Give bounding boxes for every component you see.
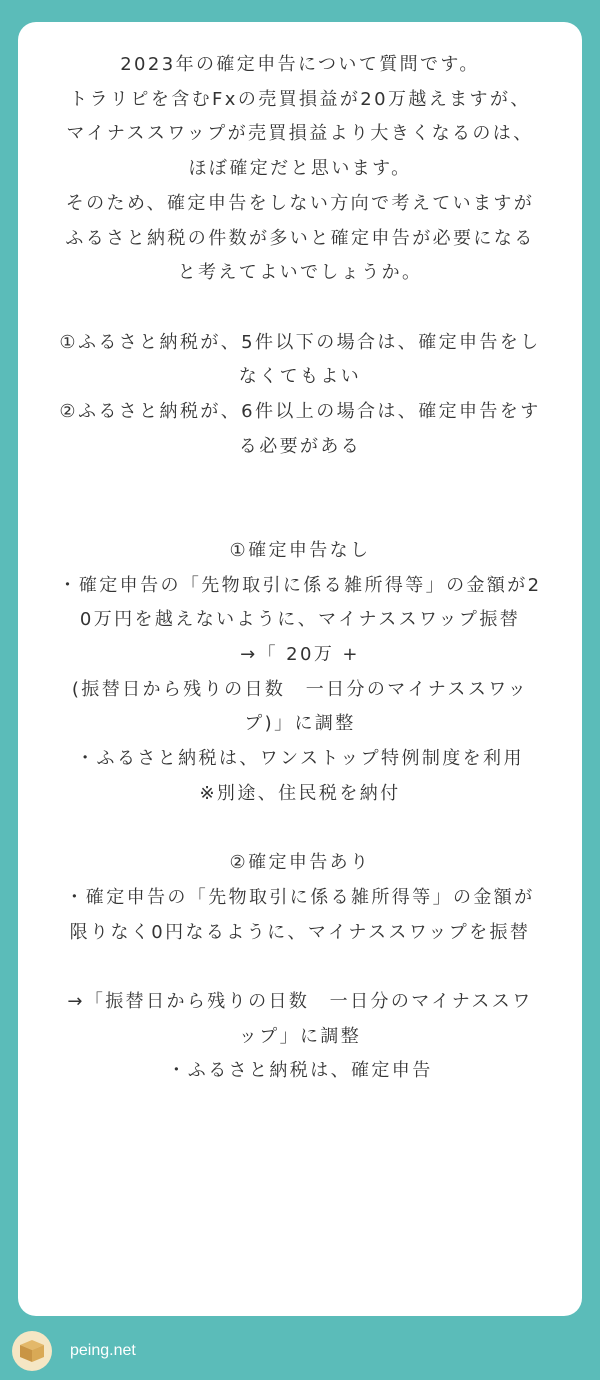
footer bbox=[12, 1330, 136, 1372]
question-card bbox=[18, 22, 582, 1316]
question-text: 2023年の確定申告について質問です。 トラリピを含むFxの売買損益が20万越えますが、 マイナススワップが売買損益より大きくなるのは、ほぼ確定だと思います。 そのため、確定申告をしない方向で考えていますが ふるさと納税の件数が多いと確定申告が必要になると考えてよいでしょうか。 ①ふるさと納税が、5件以下の場合は、確定申告をしなくてもよい ②ふるさと納税が、6件以上の場合は、確定申告をする必要がある ①確定申告なし ・確定申告の「先物取引に係る雑所得等」の金額が20万円を越えないように、マイナススワップ振替 →「 20万 + (振替日から残りの日数 一日分のマイナススワップ)」に調整 ・ふるさと納税は、ワンストップ特例制度を利用 ※別途、住民税を納付 ②確定申告あり ・確定申告の「先物取引に係る雑所得等」の金額が限りなく0円なるように、マイナススワップを振替 →「振替日から残りの日数 一日分のマイナススワップ」に調整 ・ふるさと納税は、確定申告 bbox=[58, 54, 542, 1082]
box-icon-graphic bbox=[18, 1338, 46, 1364]
brand-link[interactable]: peing.net bbox=[70, 1342, 136, 1359]
box-icon bbox=[12, 1331, 52, 1371]
